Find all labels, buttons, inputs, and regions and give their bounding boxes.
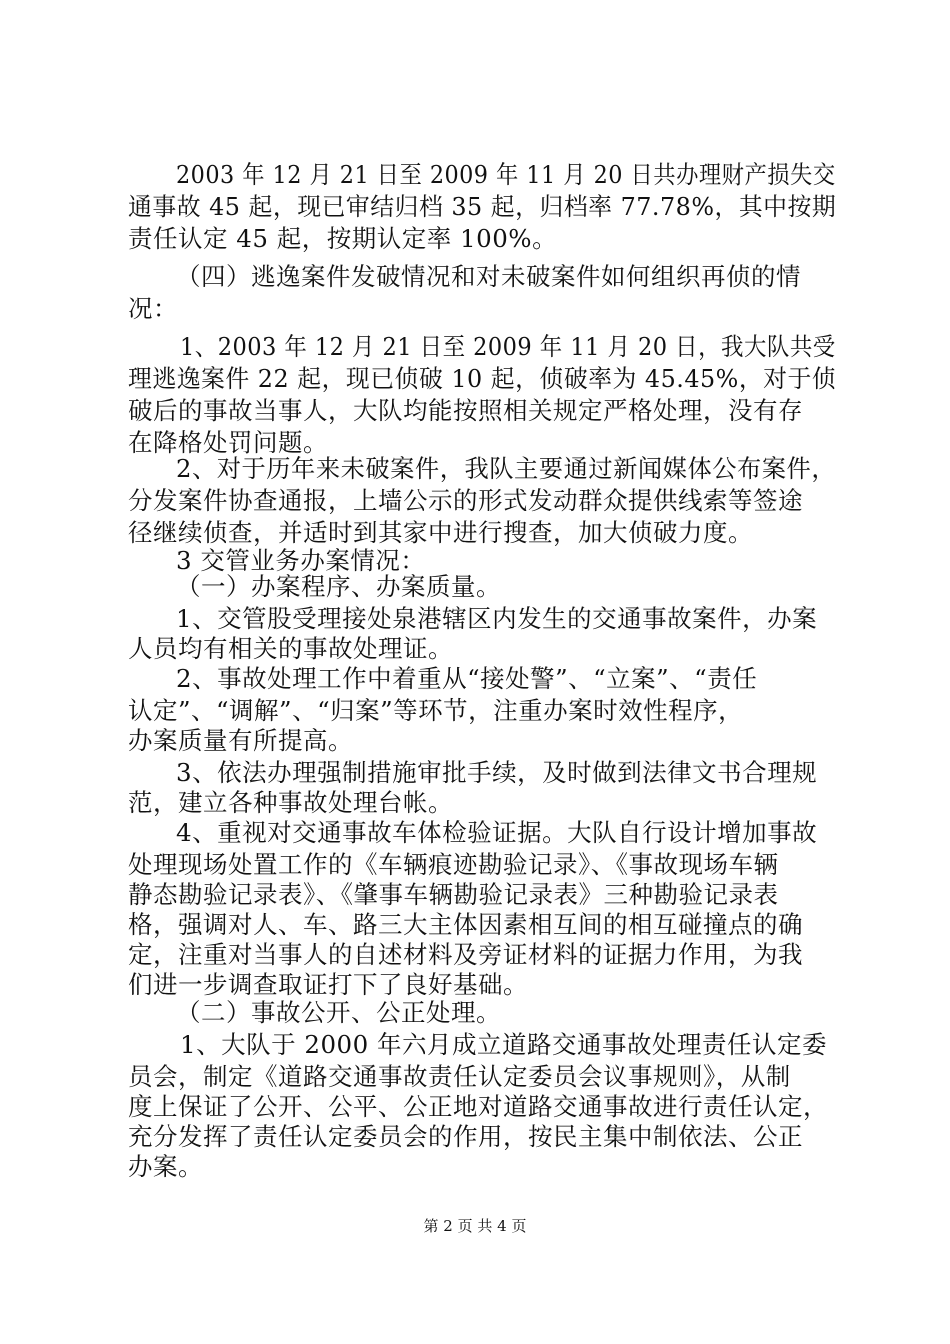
text-line: 充分发挥了责任认定委员会的作用，按民主集中制依法、公正 xyxy=(128,1122,803,1151)
page-footer: 第 2 页 共 4 页 xyxy=(423,1217,527,1235)
text-line: 在降格处罚问题。 xyxy=(128,428,328,457)
text-line: 认定”、“调解”、“归案”等环节，注重办案时效性程序， xyxy=(128,696,744,725)
text-line: 格，强调对人、车、路三大主体因素相互间的相互碰撞点的确 xyxy=(128,910,803,939)
text-line: 处理现场处置工作的《车辆痕迹勘验记录》、《事故现场车辆 xyxy=(128,850,779,879)
text-line: 静态勘验记录表》、《肇事车辆勘验记录表》三种勘验记录表 xyxy=(128,880,779,909)
section-heading: （四）逃逸案件发破情况和对未破案件如何组织再侦的情 xyxy=(176,262,801,291)
text-line: 人员均有相关的事故处理证。 xyxy=(128,634,453,663)
text-line: 定，注重对当事人的自述材料及旁证材料的证据力作用，为我 xyxy=(128,940,803,969)
text-line: 责任认定 45 起，按期认定率 100%。 xyxy=(128,224,558,253)
text-line: 1、2003 年 12 月 21 日至 2009 年 11 月 20 日，我大队共受 xyxy=(180,332,836,361)
text-line: 通事故 45 起，现已审结归档 35 起，归档率 77.78%，其中按期 xyxy=(128,192,837,221)
text-line: 4、重视对交通事故车体检验证据。大队自行设计增加事故 xyxy=(176,818,818,847)
section-heading: 况： xyxy=(128,294,178,323)
text-line: 办案质量有所提高。 xyxy=(128,726,353,755)
text-line: 员会，制定《道路交通事故责任认定委员会议事规则》，从制 xyxy=(128,1062,791,1091)
text-line: 径继续侦查，并适时到其家中进行搜查，加大侦破力度。 xyxy=(128,518,753,547)
text-line: 1、交管股受理接处泉港辖区内发生的交通事故案件，办案 xyxy=(176,604,818,633)
text-line: 理逃逸案件 22 起，现已侦破 10 起，侦破率为 45.45%，对于侦 xyxy=(128,364,837,393)
text-line: 度上保证了公开、公平、公正地对道路交通事故进行责任认定， xyxy=(128,1092,828,1121)
text-line: 分发案件协查通报，上墙公示的形式发动群众提供线索等签途 xyxy=(128,486,803,515)
text-line: 3、依法办理强制措施审批手续，及时做到法律文书合理规 xyxy=(176,758,818,787)
text-line: 破后的事故当事人，大队均能按照相关规定严格处理，没有存 xyxy=(128,396,803,425)
text-line: 2、事故处理工作中着重从“接处警”、“立案”、“责任 xyxy=(176,664,758,693)
section-heading: （一）办案程序、办案质量。 xyxy=(176,572,501,601)
text-line: 1、大队于 2000 年六月成立道路交通事故处理责任认定委 xyxy=(180,1030,828,1059)
section-heading: （二）事故公开、公正处理。 xyxy=(176,998,501,1027)
text-line: 范，建立各种事故处理台帐。 xyxy=(128,788,453,817)
text-line: 2、对于历年来未破案件，我队主要通过新闻媒体公布案件， xyxy=(176,454,837,483)
text-line: 们进一步调查取证打下了良好基础。 xyxy=(128,970,528,999)
text-line: 办案。 xyxy=(128,1152,203,1181)
section-heading: 3 交管业务办案情况： xyxy=(176,546,426,575)
text-line: 2003 年 12 月 21 日至 2009 年 11 月 20 日共办理财产损失交 xyxy=(176,160,836,189)
